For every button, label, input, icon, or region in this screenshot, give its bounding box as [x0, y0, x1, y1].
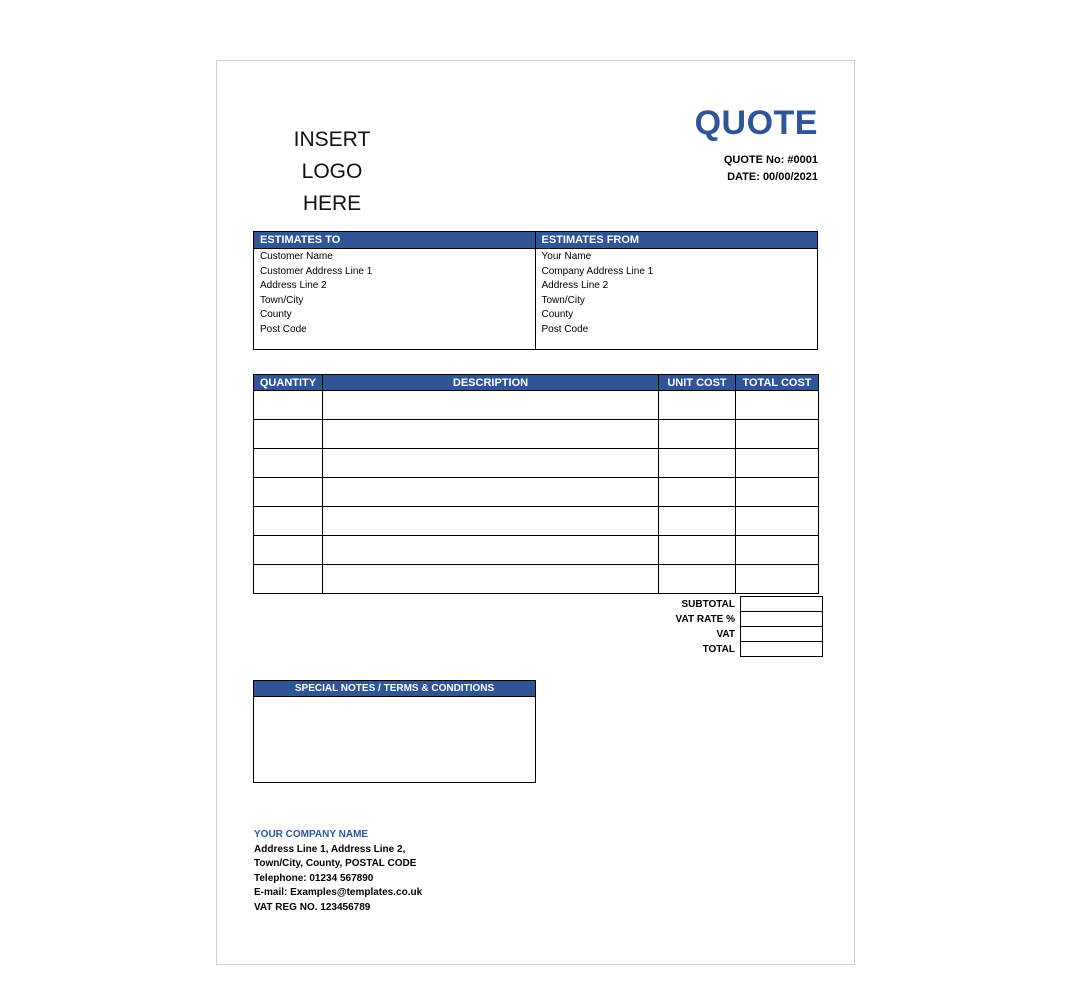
unit-cost-cell[interactable]	[659, 536, 736, 565]
quote-date: DATE: 00/00/2021	[727, 171, 818, 183]
column-header-total-cost: TOTAL COST	[736, 375, 819, 391]
table-row	[254, 449, 819, 478]
total-cost-cell[interactable]	[736, 478, 819, 507]
quantity-cell[interactable]	[254, 565, 323, 594]
quantity-cell[interactable]	[254, 536, 323, 565]
column-header-unit-cost: UNIT COST	[659, 375, 736, 391]
column-header-description: DESCRIPTION	[323, 375, 659, 391]
description-cell[interactable]	[323, 565, 659, 594]
quantity-cell[interactable]	[254, 507, 323, 536]
estimates-from-box	[536, 232, 818, 349]
estimates-from-line: Town/City	[541, 294, 585, 306]
unit-cost-cell[interactable]	[659, 420, 736, 449]
total-cost-cell[interactable]	[736, 565, 819, 594]
estimates-to-line: Customer Address Line 1	[260, 265, 373, 277]
totals-table	[640, 596, 823, 657]
company-telephone: Telephone: 01234 567890	[254, 872, 374, 884]
unit-cost-cell[interactable]	[659, 478, 736, 507]
estimates-from-line: County	[541, 309, 574, 320]
estimates-to-box	[254, 232, 536, 349]
vat-rate-row	[640, 612, 823, 627]
quantity-cell[interactable]	[254, 420, 323, 449]
estimates-from-line: Post Code	[541, 323, 589, 335]
total-cost-cell[interactable]	[736, 507, 819, 536]
total-cost-cell[interactable]	[736, 391, 819, 420]
company-vat-reg: VAT REG NO. 123456789	[254, 901, 371, 913]
estimates-from-heading: ESTIMATES FROM	[536, 232, 818, 249]
vat-rate-value[interactable]	[741, 612, 823, 627]
company-address-2: Town/City, County, POSTAL CODE	[254, 858, 417, 870]
table-row	[254, 507, 819, 536]
document-title: QUOTE	[694, 104, 818, 142]
vat-value[interactable]	[741, 627, 823, 642]
table-row	[254, 420, 819, 449]
total-row	[640, 642, 823, 657]
subtotal-value[interactable]	[741, 597, 823, 612]
unit-cost-cell[interactable]	[659, 565, 736, 594]
total-cost-cell[interactable]	[736, 449, 819, 478]
unit-cost-cell[interactable]	[659, 507, 736, 536]
estimates-from-line: Your Name	[541, 251, 592, 262]
description-cell[interactable]	[323, 420, 659, 449]
estimates-from-line: Address Line 2	[541, 280, 609, 291]
address-block	[253, 231, 818, 350]
vat-rate-label: VAT RATE %	[675, 613, 735, 625]
table-header-row	[254, 375, 819, 391]
line-items-table	[253, 374, 819, 594]
quantity-cell[interactable]	[254, 478, 323, 507]
total-value[interactable]	[741, 642, 823, 657]
total-cost-cell[interactable]	[736, 536, 819, 565]
quote-meta	[724, 152, 818, 186]
logo-placeholder	[270, 124, 394, 220]
description-cell[interactable]	[323, 478, 659, 507]
estimates-from-lines	[536, 249, 818, 337]
table-row	[254, 565, 819, 594]
company-address-1: Address Line 1, Address Line 2,	[254, 843, 406, 855]
subtotal-label: SUBTOTAL	[681, 598, 735, 610]
column-header-quantity: QUANTITY	[254, 375, 323, 391]
estimates-to-line: Address Line 2	[260, 280, 327, 291]
company-email: E-mail: Examples@templates.co.uk	[254, 887, 423, 899]
estimates-to-line: Post Code	[260, 323, 307, 335]
description-cell[interactable]	[323, 391, 659, 420]
total-label: TOTAL	[702, 643, 735, 655]
notes-box	[253, 680, 536, 783]
description-cell[interactable]	[323, 507, 659, 536]
estimates-to-line: Customer Name	[260, 251, 333, 262]
vat-label: VAT	[716, 628, 735, 640]
vat-row	[640, 627, 823, 642]
logo-line-1: INSERT LOGO	[293, 128, 371, 183]
table-row	[254, 391, 819, 420]
quantity-cell[interactable]	[254, 391, 323, 420]
company-footer	[254, 828, 422, 916]
total-cost-cell[interactable]	[736, 420, 819, 449]
unit-cost-cell[interactable]	[659, 391, 736, 420]
unit-cost-cell[interactable]	[659, 449, 736, 478]
estimates-to-lines	[254, 249, 535, 337]
estimates-from-line: Company Address Line 1	[541, 265, 654, 277]
notes-heading: SPECIAL NOTES / TERMS & CONDITIONS	[254, 681, 535, 697]
estimates-to-line: County	[260, 309, 292, 320]
quote-number: QUOTE No: #0001	[723, 154, 818, 166]
table-row	[254, 536, 819, 565]
subtotal-row	[640, 597, 823, 612]
description-cell[interactable]	[323, 449, 659, 478]
company-name: YOUR COMPANY NAME	[254, 829, 369, 840]
estimates-to-line: Town/City	[260, 294, 304, 306]
description-cell[interactable]	[323, 536, 659, 565]
quantity-cell[interactable]	[254, 449, 323, 478]
logo-line-2: HERE	[302, 192, 362, 215]
estimates-to-heading: ESTIMATES TO	[254, 232, 535, 249]
table-row	[254, 478, 819, 507]
